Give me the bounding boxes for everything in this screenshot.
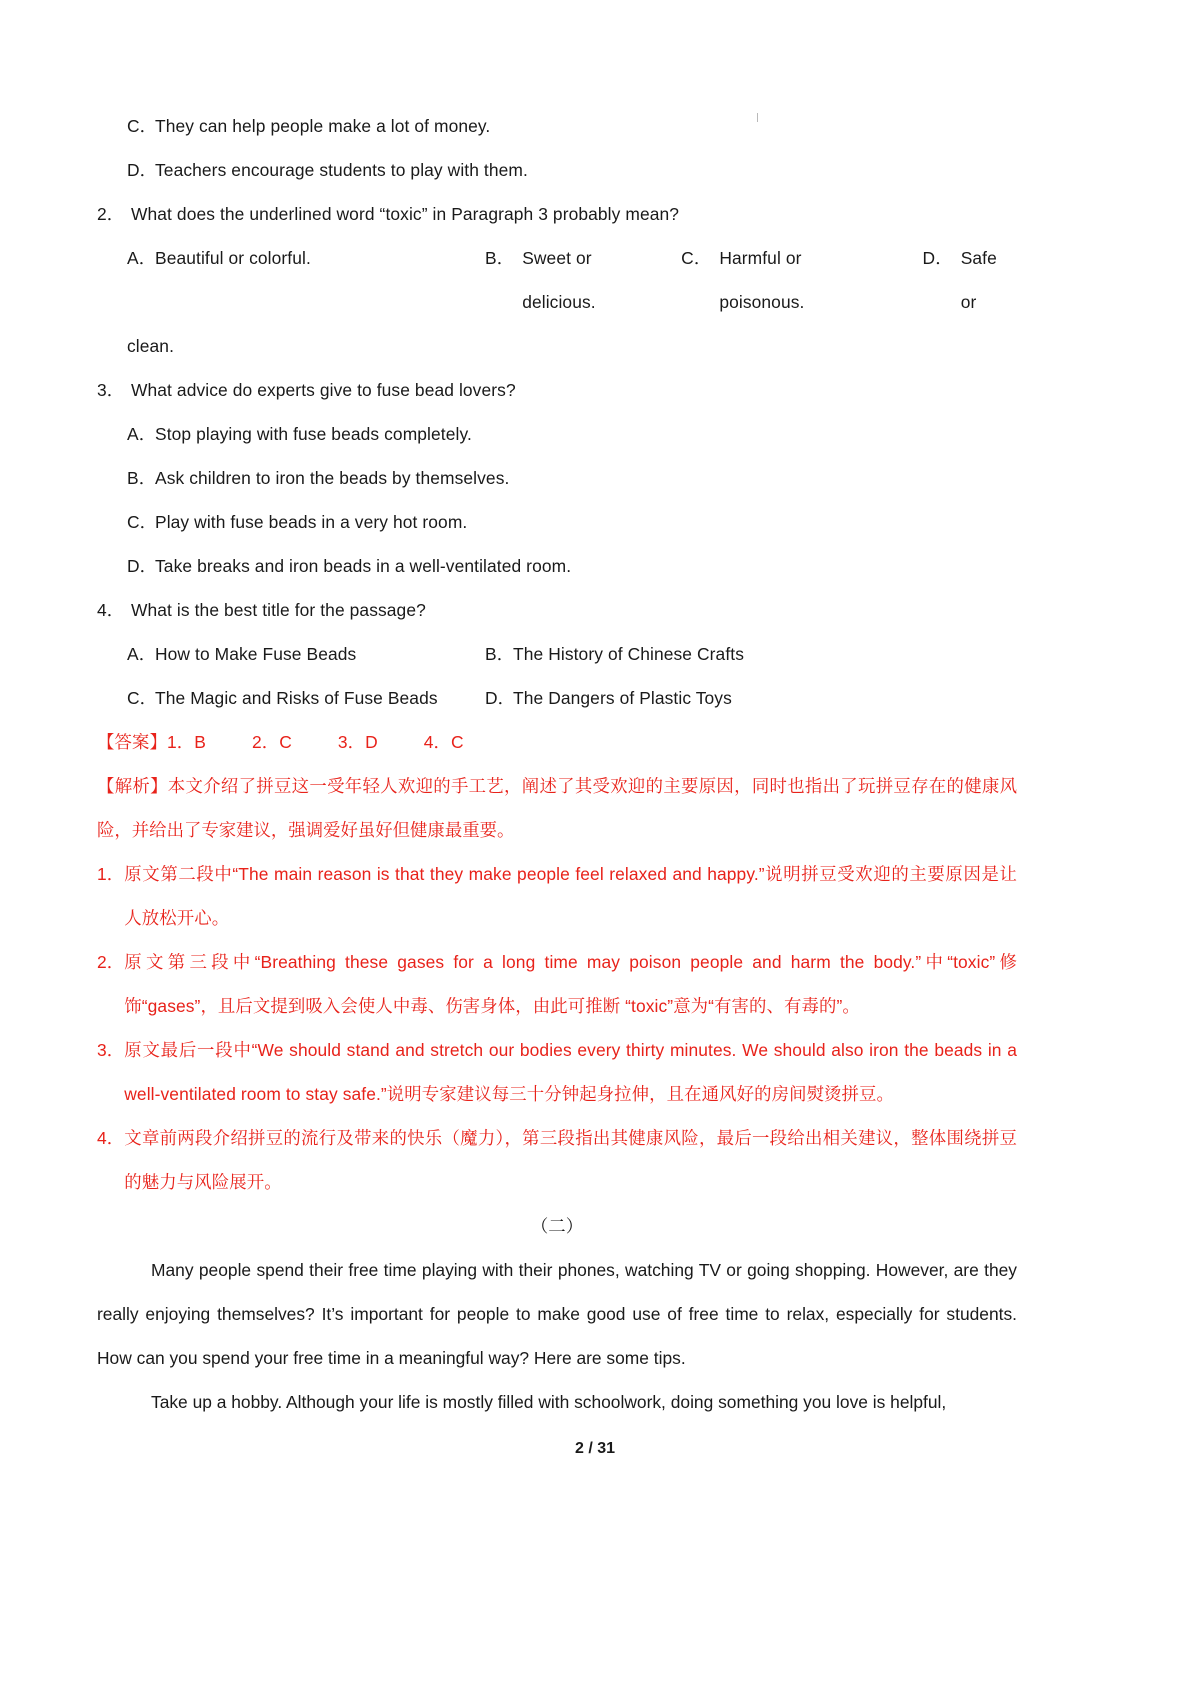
option-a (127, 236, 485, 280)
option-text: How to Make Fuse Beads (155, 644, 357, 664)
analysis-summary (97, 764, 1017, 852)
answer-item-1: 1．B (166, 732, 206, 752)
option-letter: A． (127, 248, 157, 268)
option-letter: D． (922, 248, 953, 268)
option-d (485, 676, 1017, 720)
passage-paragraph: Many people spend their free time playing with their phones, watching TV or going shopping. However, are they really enjoying themselves? It’s important for people to make good use of free time to relax, especially for students. How can you spend your free time in a meaningful way? Here are some tips. (97, 1260, 1017, 1368)
option-letter: C． (127, 688, 158, 708)
option-text: Take breaks and iron beads in a well-ventilated room. (155, 556, 572, 576)
answer-item-4: 4．C (423, 732, 464, 752)
option-letter: D． (127, 160, 158, 180)
option-text: They can help people make a lot of money. (155, 116, 491, 136)
analysis-item-number: 2． (97, 952, 125, 972)
option-text: Harmful or poisonous. (719, 248, 807, 312)
analysis-summary-text: 本文介绍了拼豆这一受年轻人欢迎的手工艺，阐述了其受欢迎的主要原因，同时也指出了玩拼豆存在的健康风险，并给出了专家建议，强调爱好虽好但健康最重要。 (97, 776, 1017, 840)
question-text: What advice do experts give to fuse bead lovers? (131, 380, 516, 400)
analysis-item-text: 原文第二段中“The main reason is that they make people feel relaxed and happy.”说明拼豆受欢迎的主要原因是让人放松开心。 (124, 864, 1017, 928)
option-row (97, 544, 1017, 588)
option-b (485, 236, 669, 324)
option-row (97, 412, 1017, 456)
analysis-item (97, 1028, 1022, 1116)
page-content (97, 104, 1022, 1424)
option-b (485, 632, 1017, 676)
option-c (669, 236, 890, 324)
option-letter: B． (127, 468, 157, 488)
option-text: The Magic and Risks of Fuse Beads (155, 688, 438, 708)
option-text: The History of Chinese Crafts (513, 644, 744, 664)
answer-item-3: 3．D (337, 732, 378, 752)
option-row-grid (97, 632, 1017, 676)
option-letter: C． (127, 512, 158, 532)
option-letter: A． (127, 424, 157, 444)
question-stem (97, 192, 1017, 236)
option-letter: C． (127, 116, 158, 136)
option-letter: D． (127, 556, 158, 576)
option-row (97, 104, 1017, 148)
question-number: 3． (97, 380, 125, 400)
analysis-item-number: 1． (97, 864, 125, 884)
option-text: The Dangers of Plastic Toys (513, 688, 732, 708)
option-text: Safe or (960, 248, 1002, 312)
answer-item-2: 2．C (251, 732, 292, 752)
answer-label: 【答案】 (97, 732, 167, 752)
option-row-grid (97, 676, 1017, 720)
option-letter: A． (127, 644, 157, 664)
option-letter: B． (485, 248, 515, 268)
analysis-item-text: 文章前两段介绍拼豆的流行及带来的快乐（魔力），第三段指出其健康风险，最后一段给出相关建议，整体围绕拼豆的魅力与风险展开。 (124, 1128, 1017, 1192)
option-text: Play with fuse beads in a very hot room. (155, 512, 468, 532)
option-letter: C． (681, 248, 712, 268)
question-text: What is the best title for the passage? (131, 600, 426, 620)
option-row-inline (97, 236, 1017, 324)
analysis-item (97, 1116, 1017, 1204)
question-stem (97, 588, 1017, 632)
option-wrap-text: clean. (127, 336, 175, 356)
option-text: Beautiful or colorful. (155, 248, 311, 268)
option-text: Stop playing with fuse beads completely. (155, 424, 472, 444)
analysis-label: 【解析】 (97, 776, 168, 796)
option-letter: B． (485, 644, 515, 664)
option-row (97, 500, 1017, 544)
question-number: 2． (97, 204, 125, 224)
option-d (891, 236, 1017, 324)
analysis-item-text: 原文第三段中“Breathing these gases for a long time may poison people and harm the body.”中“toxic”修饰“gases”，且后文提到吸入会使人中毒、伤害身体，由此可推断 “toxic”意为“有害的、有毒的”。 (124, 952, 1017, 1016)
passage-paragraph: Take up a hobby. Although your life is mostly filled with schoolwork, doing something you love is helpful, (151, 1392, 947, 1412)
option-row (97, 148, 1017, 192)
option-c (127, 676, 485, 720)
page-number: 2 / 31 (574, 1440, 616, 1457)
option-text: Teachers encourage students to play with them. (155, 160, 528, 180)
option-text: Ask children to iron the beads by themselves. (155, 468, 510, 488)
analysis-item-text: 原文最后一段中“We should stand and stretch our bodies every thirty minutes. We should also iron the beads in a well-ventilated room to stay safe.”说明专家建议每三十分钟起身拉伸，且在通风好的房间熨烫拼豆。 (124, 1040, 1022, 1104)
analysis-item (97, 852, 1017, 940)
analysis-item (97, 940, 1017, 1028)
answer-block (97, 720, 1017, 764)
option-a (127, 632, 485, 676)
option-text: Sweet or delicious. (522, 248, 597, 312)
analysis-item-number: 3． (97, 1040, 125, 1060)
option-row (97, 456, 1017, 500)
question-number: 4． (97, 600, 125, 620)
analysis-item-number: 4． (97, 1128, 125, 1148)
question-text: What does the underlined word “toxic” in Paragraph 3 probably mean? (131, 204, 680, 224)
section-title: （二） (530, 1216, 584, 1236)
option-letter: D． (485, 688, 516, 708)
question-stem (97, 368, 1017, 412)
